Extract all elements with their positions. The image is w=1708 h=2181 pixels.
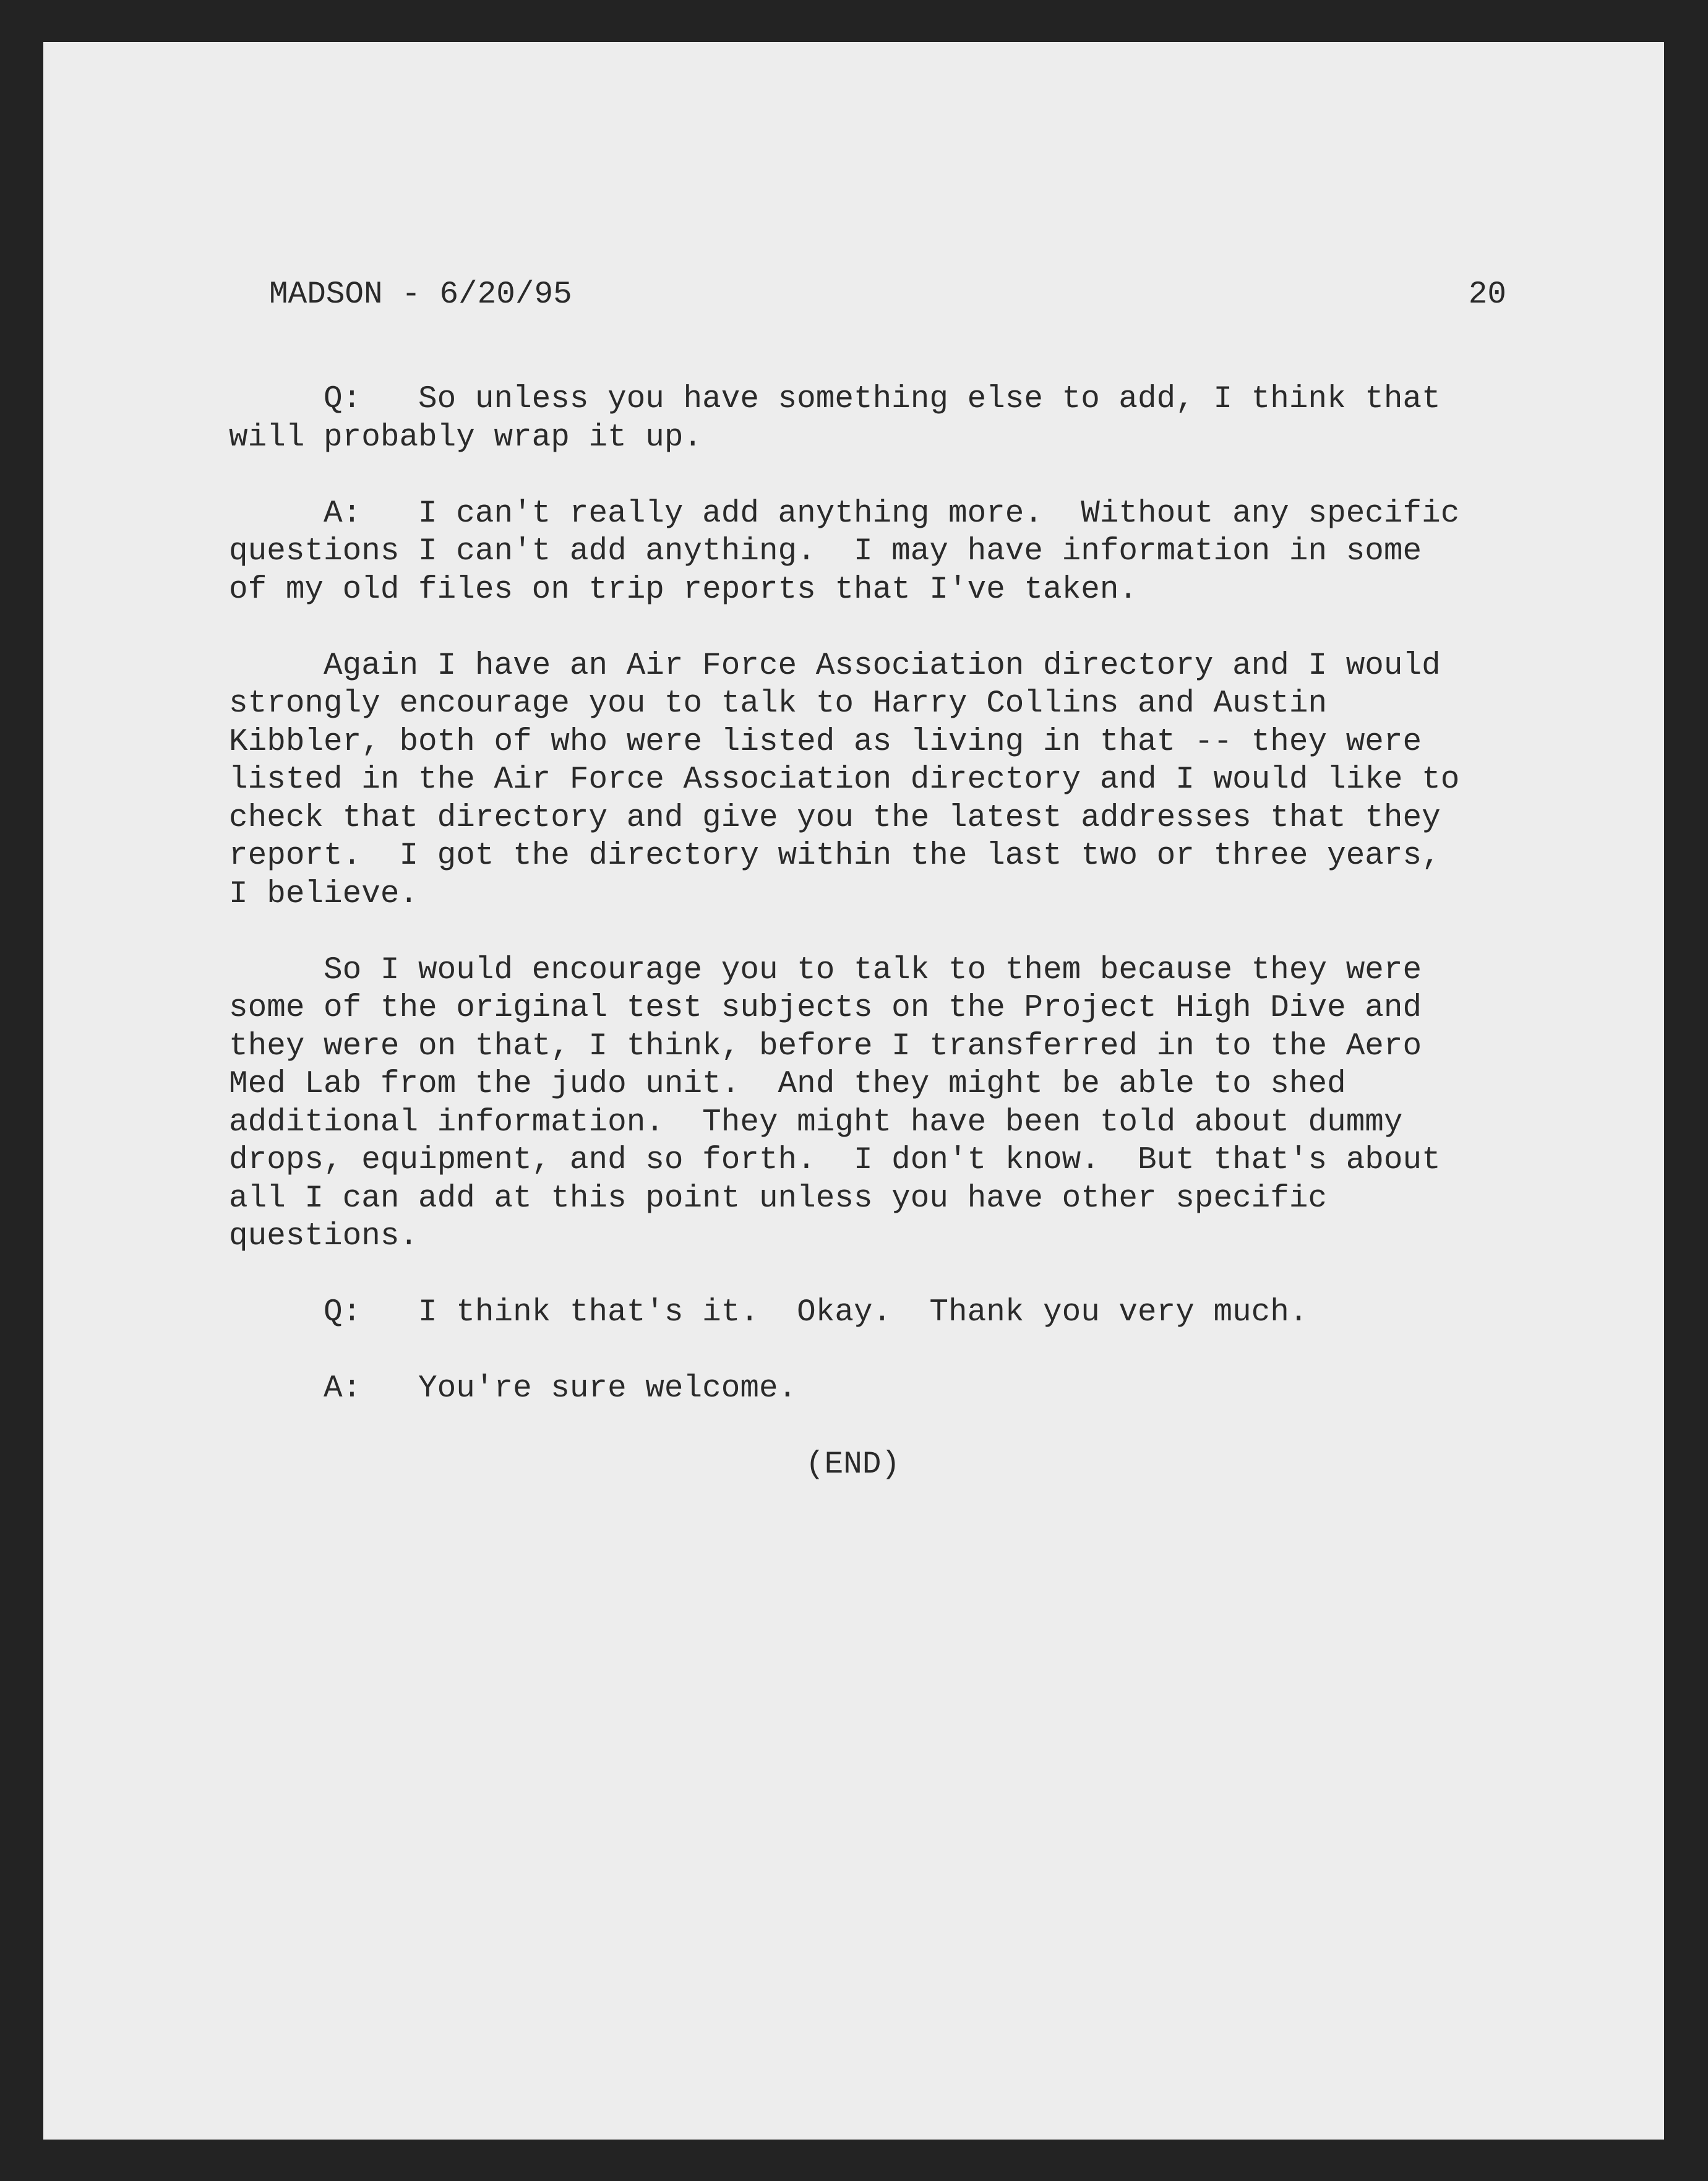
- transcript-paragraph-a-nothing-more: A: I can't really add anything more. Without any specific questions I can't add anything. I may have information in some of my old files on trip reports that I've taken.: [229, 496, 1460, 608]
- transcript-body: [229, 381, 1503, 1484]
- transcript-paragraph-q-thanks: Q: I think that's it. Okay. Thank you very much.: [229, 1295, 1308, 1330]
- page-number: 20: [1468, 277, 1506, 312]
- transcript-paragraph-q-wrap-up: Q: So unless you have something else to add, I think that will probably wrap it up.: [229, 382, 1441, 455]
- end-mark: (END): [805, 1447, 901, 1482]
- header-title: MADSON - 6/20/95: [269, 277, 572, 312]
- transcript-paragraph-directory: Again I have an Air Force Association directory and I would strongly encourage you to talk to Harry Collins and Austin Kibbler, both of who were listed as living in that -- they were listed in the Air Force Association directory and I would like to check that directory and give you the latest addresses that they report. I got the directory within the last two or three years, I believe.: [229, 648, 1460, 912]
- running-header: [269, 276, 1506, 314]
- transcript-paragraph-a-welcome: A: You're sure welcome.: [229, 1371, 797, 1406]
- transcript-paragraph-test-subjects: So I would encourage you to talk to them because they were some of the original test subjects on the Project High Dive and they were on that, I think, before I transferred in to the Aero Med Lab from the judo unit. And they might be able to shed additional information. They might have been told about dummy drops, equipment, and so forth. I don't know. But that's about all I can add at this point unless you have other specific questions.: [229, 952, 1441, 1254]
